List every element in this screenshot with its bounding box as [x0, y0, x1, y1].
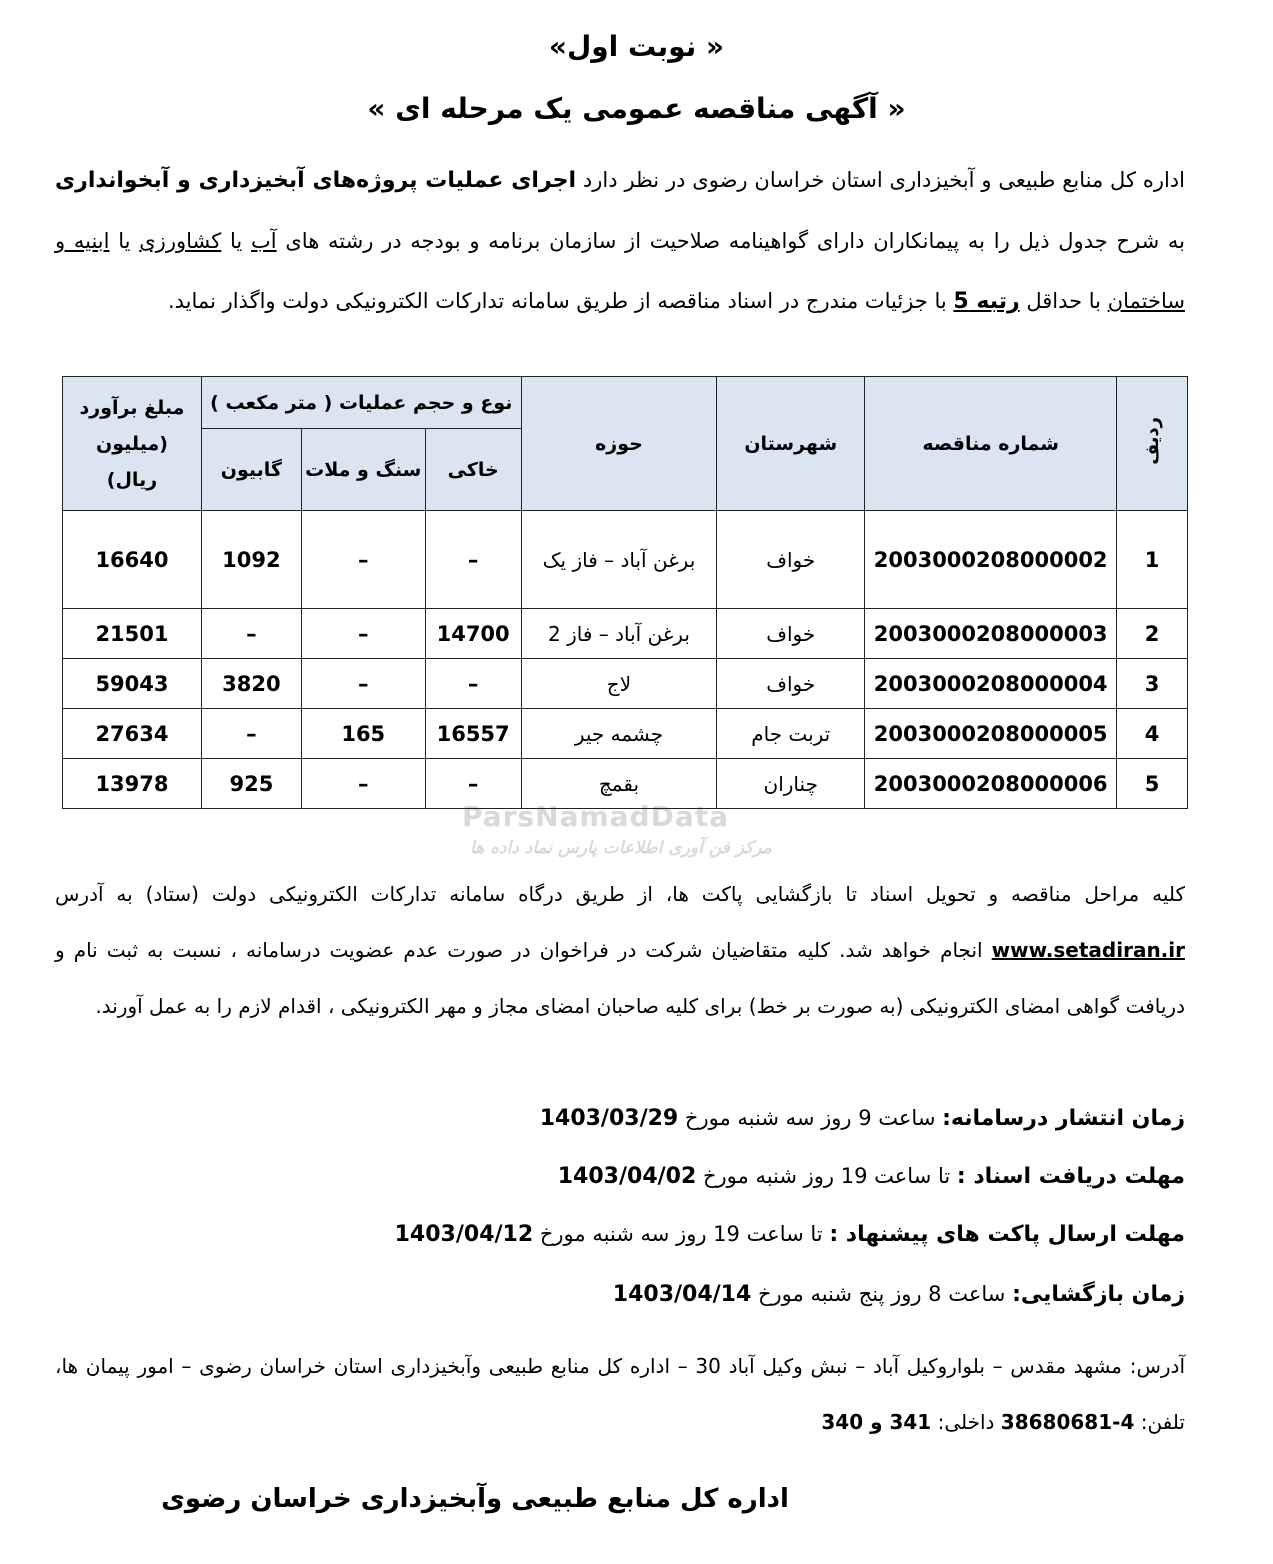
watermark-subtitle: مرکز فن آوری اطلاعات پارس نماد داده ها — [470, 838, 772, 858]
table-row: 5 2003000208000006 چناران بقمچ – – 925 13978 — [63, 759, 1188, 809]
address-paragraph — [55, 1338, 1185, 1450]
procedure-text-2: انجام خواهد شد. کلیه متقاضیان شرکت در فراخوان در صورت عدم عضویت درسامانه ، نسبت به ثبت نام و دریافت گواهی امضای الکترونیکی (به صورت بر خط) برای کلیه صاحبان امضای مجاز و مهر الکترونیکی ، اقدام لازم را به عمل آورند. — [55, 938, 1185, 1018]
field-water: آب — [251, 229, 277, 253]
col-row-header: ردیف — [1117, 377, 1188, 511]
phone-number: 4-38680681 — [1000, 1410, 1135, 1434]
schedule-bid-deadline: مهلت ارسال پاکت های پیشنهاد : تا ساعت 19 روز سه شنبه مورخ 1403/04/12 — [394, 1222, 1185, 1247]
col-area-header: حوزه — [521, 377, 717, 511]
ext-label: داخلی: — [937, 1410, 995, 1434]
intro-project-title: اجرای عملیات پروژه‌های آبخیزداری و آبخوانداری — [55, 168, 577, 193]
procedure-paragraph — [55, 866, 1185, 1034]
intro-or-2: یا — [118, 229, 131, 253]
ext-numbers: 341 و 340 — [821, 1410, 932, 1434]
col-estimate-header: مبلغ برآورد (میلیون ریال) — [63, 377, 202, 511]
notice-title: « آگهی مناقصه عمومی یک مرحله ای » — [367, 92, 906, 125]
schedule-publish: زمان انتشار درسامانه: ساعت 9 روز سه شنبه مورخ 1403/03/29 — [539, 1106, 1185, 1131]
field-building: ابنیه و ساختمان — [55, 229, 1185, 313]
table-row: 2 2003000208000003 خواف برغن آباد – فاز 2 14700 – – 21501 — [63, 609, 1188, 659]
tender-table — [62, 376, 1188, 809]
address-text: آدرس: مشهد مقدس – بلواروکیل آباد – نبش وکیل آباد 30 – اداره کل منابع طبیعی وآبخیزداری استان خراسان رضوی – امور پیمان ها، تلفن: — [55, 1354, 1185, 1434]
procedure-text-1: کلیه مراحل مناقصه و تحویل اسناد تا بازگشایی پاکت ها، از طریق درگاه سامانه تدارکات الکترونیکی دولت (ستاد) به آدرس — [55, 882, 1185, 906]
field-agriculture: کشاورزی — [139, 229, 222, 253]
setadiran-link[interactable]: www.setadiran.ir — [991, 938, 1185, 962]
col-city-header: شهرستان — [717, 377, 865, 511]
schedule-docs-deadline: مهلت دریافت اسناد : تا ساعت 19 روز شنبه مورخ 1403/04/02 — [557, 1164, 1185, 1189]
col-ops-header: نوع و حجم عملیات ( متر مکعب ) — [201, 377, 521, 429]
intro-text-2: به شرح جدول ذیل را به پیمانکاران دارای گواهینامه صلاحیت از سازمان برنامه و بودجه در رشته های — [285, 229, 1186, 253]
min-grade: رتبه 5 — [953, 289, 1020, 314]
intro-text-3: با حداقل — [1026, 289, 1102, 313]
col-gabion-header: گابیون — [201, 429, 301, 511]
notice-round: « نوبت اول» — [548, 30, 725, 63]
intro-paragraph — [55, 150, 1185, 332]
table-row: 1 2003000208000002 خواف برغن آباد – فاز یک – – 1092 16640 — [63, 511, 1188, 609]
intro-text-4: با جزئیات مندرج در اسناد مناقصه از طریق سامانه تدارکات الکترونیکی دولت واگذار نماید. — [167, 289, 947, 313]
table-row: 4 2003000208000005 تربت جام چشمه جیر 16557 165 – 27634 — [63, 709, 1188, 759]
col-stone-header: سنگ و ملات — [301, 429, 425, 511]
schedule-opening: زمان بازگشایی: ساعت 8 روز پنج شنبه مورخ 1403/04/14 — [612, 1282, 1185, 1307]
intro-text-1: اداره کل منابع طبیعی و آبخیزداری استان خراسان رضوی در نظر دارد — [582, 168, 1185, 192]
watermark-brand: ParsNamadData — [462, 800, 729, 833]
table-row: 3 2003000208000004 خواف لاج – – 3820 59043 — [63, 659, 1188, 709]
intro-or-1: یا — [230, 229, 243, 253]
issuer-signature: اداره کل منابع طبیعی وآبخیزداری خراسان رضوی — [161, 1484, 789, 1514]
col-soil-header: خاکی — [425, 429, 521, 511]
col-tender-no-header: شماره مناقصه — [865, 377, 1117, 511]
